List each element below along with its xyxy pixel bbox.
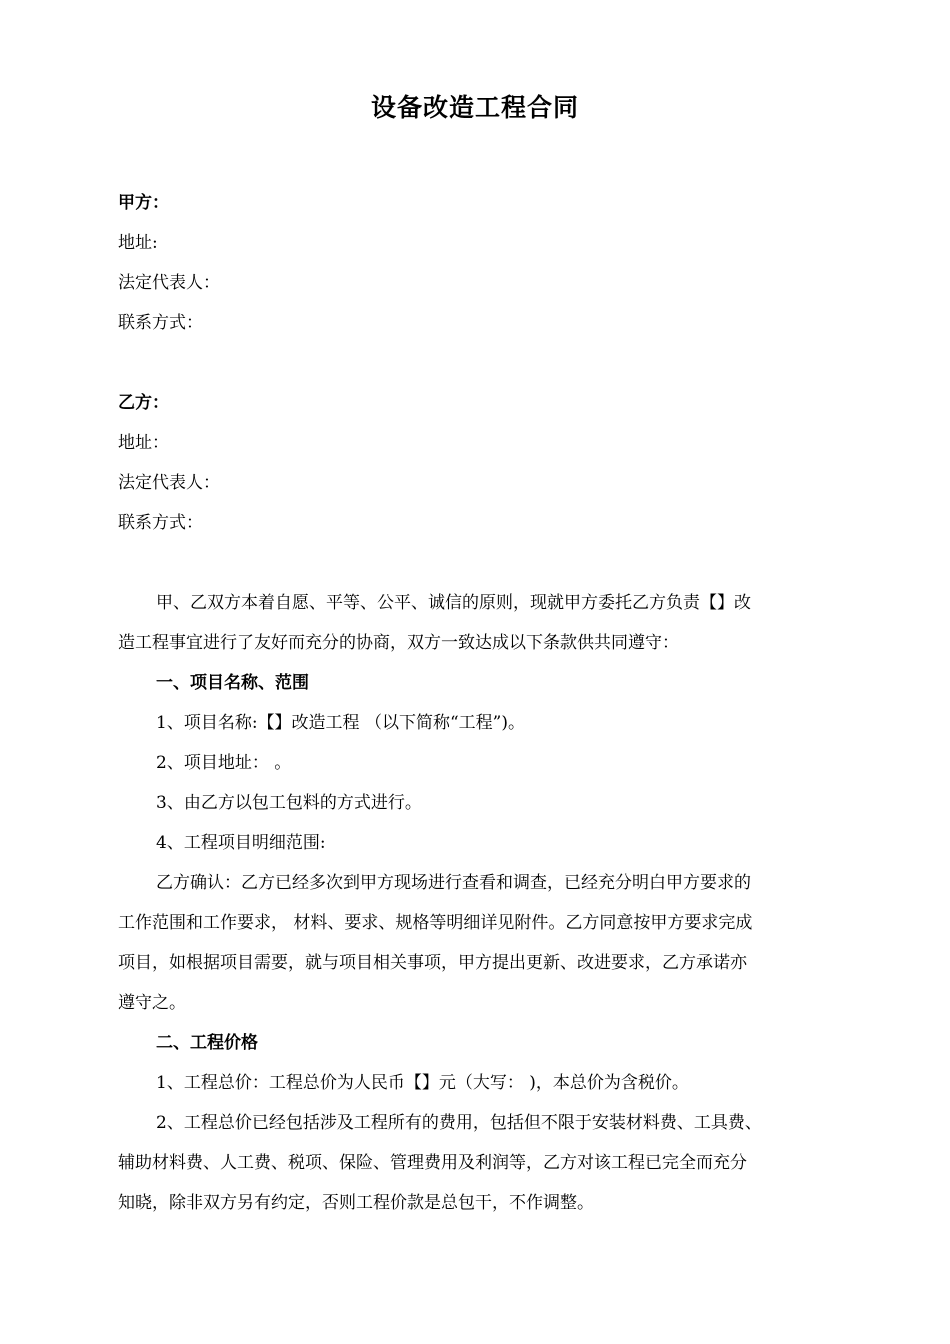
party-b-address: 地址： — [118, 433, 169, 453]
section-2-item-2-line-2: 辅助材料费、人工费、税项、保险、管理费用及利润等，乙方对该工程已完全而充分 — [118, 1153, 747, 1173]
section-2-item-2-line-1: 2、工程总价已经包括涉及工程所有的费用，包括但不限于安装材料费、工具费、 — [156, 1113, 762, 1133]
intro-line-2: 造工程事宜进行了友好而充分的协商，双方一致达成以下条款供共同遵守： — [118, 633, 679, 653]
confirm-line-2: 工作范围和工作要求， 材料、要求、规格等明细详见附件。乙方同意按甲方要求完成 — [118, 913, 753, 933]
confirm-line-3: 项目，如根据项目需要，就与项目相关事项，甲方提出更新、改进要求，乙方承诺亦 — [118, 953, 747, 973]
confirm-line-1: 乙方确认：乙方已经多次到甲方现场进行查看和调查，已经充分明白甲方要求的 — [156, 873, 751, 893]
intro-line-1: 甲、乙双方本着自愿、平等、公平、诚信的原则，现就甲方委托乙方负责【】改 — [156, 593, 751, 613]
party-b-contact: 联系方式： — [118, 513, 203, 533]
section-2-item-1: 1、工程总价：工程总价为人民币【】元（大写： )，本总价为含税价。 — [156, 1073, 689, 1093]
confirm-line-4: 遵守之。 — [118, 993, 186, 1013]
section-2-heading: 二、工程价格 — [156, 1033, 258, 1053]
party-a-legal-rep: 法定代表人： — [118, 273, 220, 293]
section-1-item-2: 2、项目地址： 。 — [156, 753, 292, 773]
party-b-legal-rep: 法定代表人： — [118, 473, 220, 493]
section-2-item-2-line-3: 知晓，除非双方另有约定，否则工程价款是总包干，不作调整。 — [118, 1193, 594, 1213]
party-a-heading: 甲方： — [118, 193, 169, 213]
section-1-item-3: 3、由乙方以包工包料的方式进行。 — [156, 793, 422, 813]
party-a-contact: 联系方式： — [118, 313, 203, 333]
party-a-address: 地址: — [118, 233, 158, 253]
section-1-heading: 一、项目名称、范围 — [156, 673, 309, 693]
party-b-heading: 乙方： — [118, 393, 169, 413]
section-1-item-1: 1、项目名称:【】改造工程 （以下简称“工程”)。 — [156, 713, 525, 733]
section-1-item-4: 4、工程项目明细范围: — [156, 833, 326, 853]
page-title: 设备改造工程合同 — [370, 93, 579, 122]
